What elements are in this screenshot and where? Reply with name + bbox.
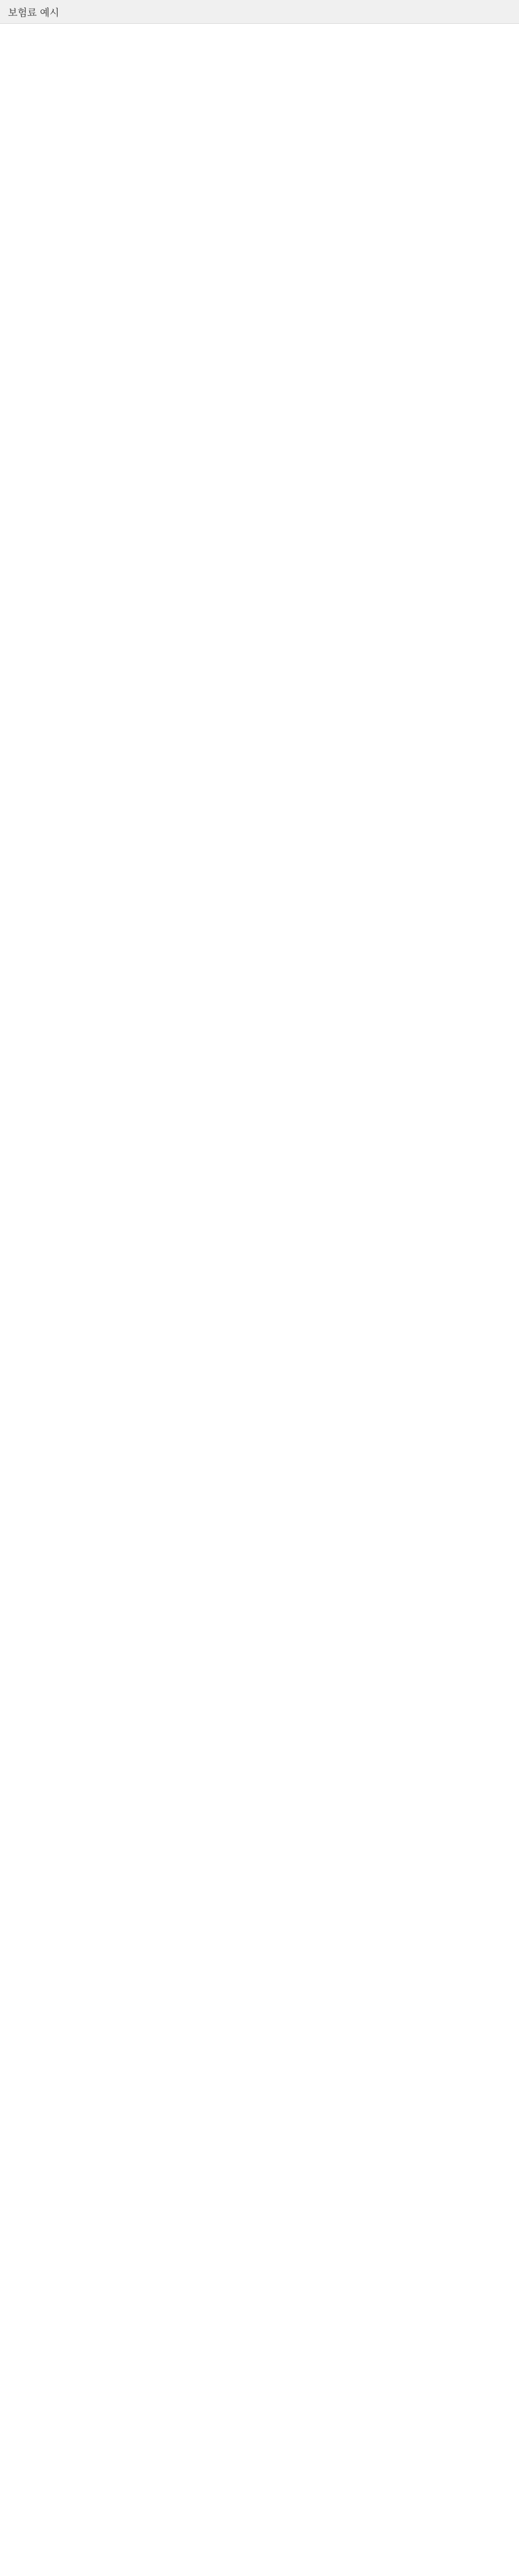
page-title: 보험료 예시 (8, 7, 60, 19)
page-header (0, 0, 519, 24)
